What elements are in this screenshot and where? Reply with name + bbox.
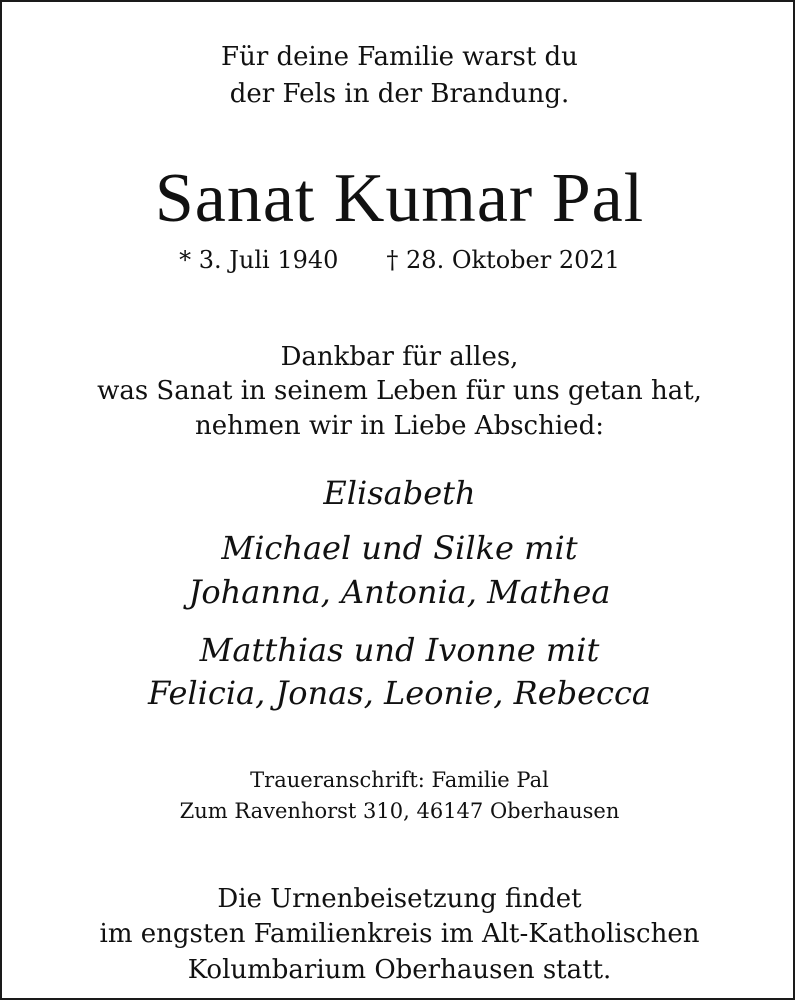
death-date: † 28. Oktober 2021 (386, 246, 620, 274)
burial-line-2: im engsten Familienkreis im Alt-Katholischen (99, 919, 700, 949)
motto-line-2: der Fels in der Brandung. (229, 79, 570, 109)
deceased-name: Sanat Kumar Pal (154, 160, 645, 237)
address-line-1: Traueranschrift: Familie Pal (250, 768, 549, 792)
family-member-elisabeth: Elisabeth (323, 474, 476, 512)
burial-line-3: Kolumbarium Oberhausen statt. (187, 955, 612, 985)
intro-line-3: nehmen wir in Liebe Abschied: (195, 411, 604, 441)
family-group-michael-line-2: Johanna, Antonia, Mathea (188, 573, 611, 611)
intro-line-1: Dankbar für alles, (280, 342, 519, 372)
family-group-michael-line-1: Michael und Silke mit (221, 529, 578, 567)
family-group-matthias-line-1: Matthias und Ivonne mit (199, 631, 600, 669)
burial-line-1: Die Urnenbeisetzung findet (217, 884, 582, 914)
motto-line-1: Für deine Familie warst du (221, 42, 578, 72)
intro-line-2: was Sanat in seinem Leben für uns getan hat, (97, 376, 702, 406)
family-group-matthias-line-2: Felicia, Jonas, Leonie, Rebecca (148, 674, 651, 712)
address-line-2: Zum Ravenhorst 310, 46147 Oberhausen (179, 799, 620, 823)
life-dates (2, 248, 795, 272)
birth-date: * 3. Juli 1940 (179, 246, 339, 274)
